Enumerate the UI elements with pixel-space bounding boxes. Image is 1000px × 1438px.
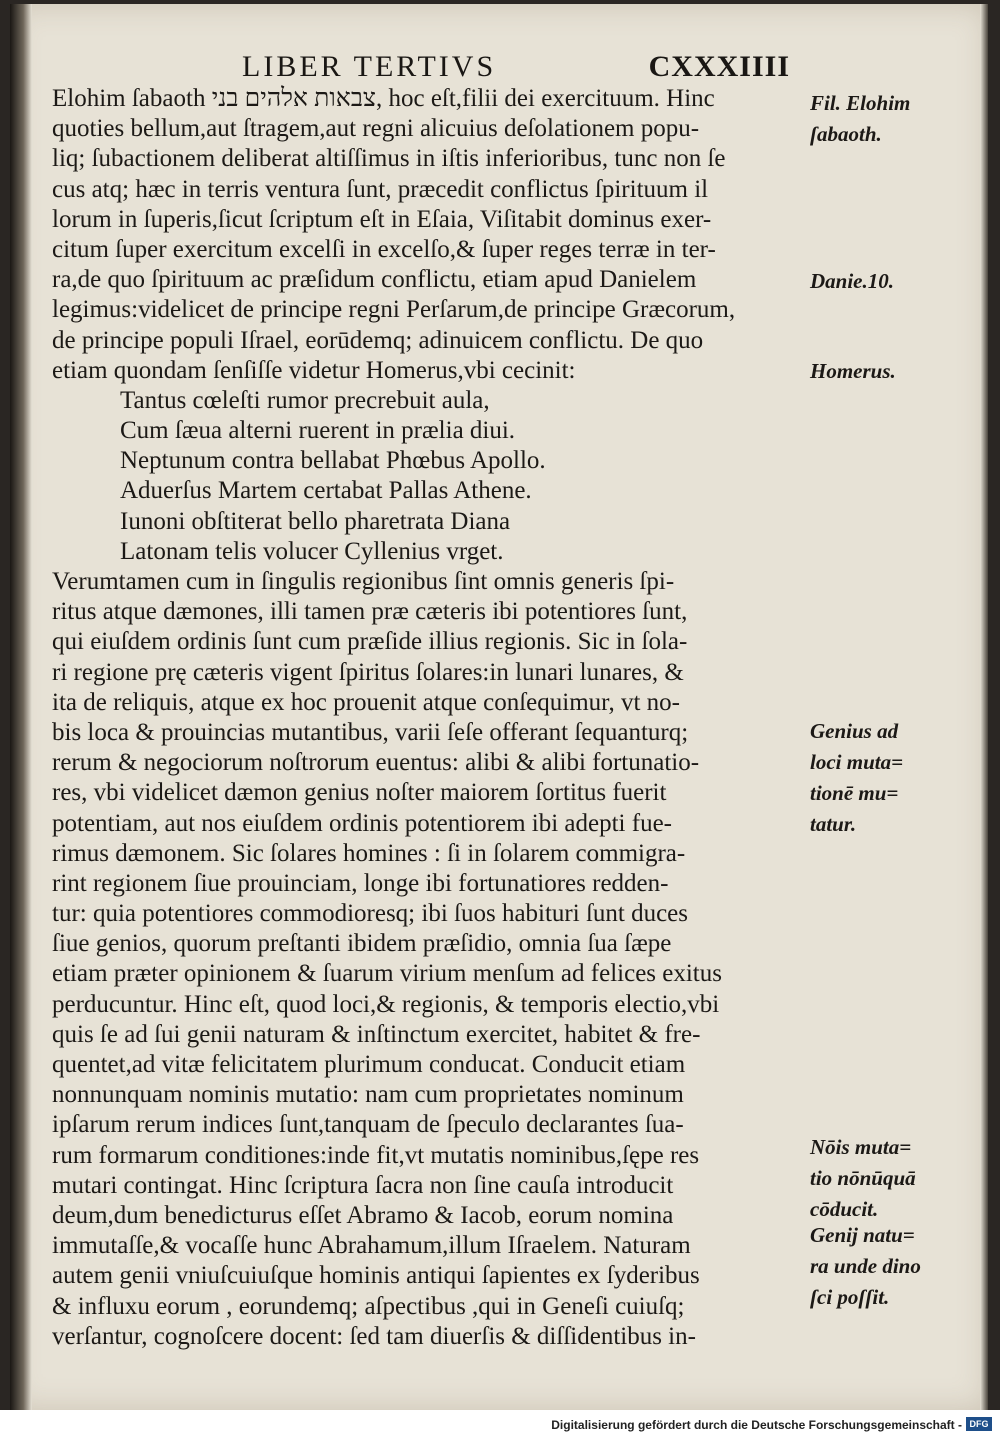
body-text — [52, 84, 808, 1352]
marginal-note — [810, 356, 930, 387]
marginal-line: Genij natu= — [810, 1223, 915, 1247]
text-line: rimus dæmonem. Sic ſolares homines : ſi in ſolarem commigra- — [52, 839, 686, 867]
verse-line: Tantus cœleſti rumor precrebuit aula, — [120, 386, 490, 414]
text-line: deum,dum benedicturus eſſet Abramo & Iacob, eorum nomina — [52, 1201, 674, 1229]
text-line: lorum in ſuperis,ſicut ſcriptum eſt in Eſaia, Viſitabit dominus exer- — [52, 205, 712, 233]
funding-credit: Digitalisierung gefördert durch die Deutsche Forschungsgemeinschaft - — [551, 1418, 962, 1432]
marginal-line: Genius ad — [810, 719, 899, 743]
text-line: ipſarum rerum indices ſunt,tanquam de ſpeculo declarantes ſua- — [52, 1111, 684, 1139]
marginal-note — [810, 266, 930, 297]
text-line: etiam quondam ſenſiſſe videtur Homerus,vbi cecinit: — [52, 356, 576, 384]
verse-line: Iunoni obſtiterat bello pharetrata Diana — [120, 507, 511, 535]
text-line: autem genii vniuſcuiuſque hominis antiqui ſapientes ex ſyderibus — [52, 1262, 700, 1290]
text-line: perducuntur. Hinc eſt, quod loci,& regionis, & temporis electio,vbi — [52, 990, 720, 1018]
marginal-line: loci muta= — [810, 750, 904, 774]
text-line: Verumtamen cum in ſingulis regionibus ſint omnis generis ſpi- — [52, 568, 675, 595]
page-edge-shadow — [980, 4, 988, 1410]
marginal-note — [810, 1220, 930, 1313]
text-line: verſantur, cognoſcere docent: ſed tam diuerſis & diſſidentibus in- — [52, 1322, 696, 1350]
text-line: quentet,ad vitæ felicitatem plurimum conducat. Conducit etiam — [52, 1051, 686, 1078]
marginal-line: Homerus. — [810, 359, 896, 383]
verse-line: Neptunum contra bellabat Phœbus Apollo. — [120, 447, 546, 475]
marginal-note — [810, 1132, 930, 1225]
text-line: quis ſe ad ſui genii naturam & inſtinctum exercitet, habitet & fre- — [52, 1020, 701, 1048]
text-line: quoties bellum,aut ſtragem,aut regni alicuius deſolationem popu- — [52, 115, 700, 143]
text-line: etiam præter opinionem & ſuarum virium menſum ad felices exitus — [52, 960, 722, 988]
text-line: tur: quia potentiores commodioresq; ibi ſuos habituri ſunt duces — [52, 900, 689, 928]
text-line: rerum & negociorum noſtrorum euentus: alibi & alibi fortunatio- — [52, 749, 700, 777]
text-line: ri regione prę cæteris vigent ſpiritus ſolares:in lunari lunares, & — [52, 658, 684, 686]
marginal-line: tionē mu= — [810, 781, 899, 805]
text-line: immutaſſe,& vocaſſe hunc Abrahamum,illum Iſraelem. Naturam — [52, 1232, 691, 1260]
text-line: Elohim ſabaoth צבאות אלהים בני, hoc eſt,filii dei exercituum. Hinc — [52, 85, 715, 112]
text-line: citum ſuper exercitum excelſi in excelſo,& ſuper reges terræ in ter- — [52, 235, 716, 263]
marginal-line: Nōis muta= — [810, 1135, 912, 1159]
text-line: & influxu eorum , eorundemq; aſpectibus ,qui in Geneſi cuiuſq; — [52, 1292, 685, 1320]
digitization-footer — [0, 1410, 1000, 1438]
text-line: ita de reliquis, atque ex hoc prouenit atque conſequimur, vt no- — [52, 688, 680, 716]
text-line: potentiam, aut nos eiuſdem ordinis potentiorem ibi adepti fue- — [52, 809, 672, 837]
text-line: de principe populi Iſrael, eorūdemq; adinuicem conflictu. De quo — [52, 326, 704, 354]
text-line: rint regionem ſiue prouinciam, longe ibi fortunatiores redden- — [52, 869, 669, 897]
book-page — [10, 4, 988, 1410]
gutter-shadow — [10, 4, 32, 1410]
folio-number: CXXXIIII — [648, 50, 790, 83]
marginal-line: ra unde dino — [810, 1254, 921, 1278]
marginal-note — [810, 88, 930, 150]
homer-verse — [52, 386, 808, 567]
text-line: liq; ſubactionem deliberat altiſſimus in iſtis inferioribus, tunc non ſe — [52, 145, 726, 173]
text-line: ſiue genios, quorum preſtanti ibidem præſidio, omnia ſua ſæpe — [52, 930, 672, 958]
marginal-line: Danie.10. — [810, 269, 894, 293]
marginal-line: cōducit. — [810, 1197, 879, 1221]
marginal-line: tio nōnūquā — [810, 1166, 916, 1190]
text-line: ra,de quo ſpirituum ac præſidum conflictu, etiam apud Danielem — [52, 266, 697, 294]
verse-line: Latonam telis volucer Cyllenius vrget. — [120, 537, 504, 565]
text-line: rum formarum conditiones:inde fit,vt mutatis nominibus,ſępe res — [52, 1141, 700, 1169]
running-title: LIBER TERTIVS — [242, 50, 497, 83]
marginal-line: tatur. — [810, 812, 857, 836]
dfg-logo: DFG — [966, 1417, 992, 1431]
marginal-line: ſabaoth. — [810, 122, 882, 146]
text-line: nonnunquam nominis mutatio: nam cum proprietates nominum — [52, 1081, 684, 1109]
text-line: ritus atque dæmones, illi tamen præ cæteris ibi potentiores ſunt, — [52, 598, 688, 626]
marginal-note — [810, 716, 930, 840]
text-line: cus atq; hæc in terris ventura ſunt, præcedit conflictus ſpirituum il — [52, 175, 709, 203]
paragraph-2 — [52, 567, 808, 1352]
paragraph-1 — [52, 84, 808, 386]
verse-line: Cum ſæua alterni ruerent in prælia diui. — [120, 417, 516, 445]
text-line: mutari contingat. Hinc ſcriptura ſacra non ſine cauſa introducit — [52, 1171, 674, 1199]
text-line: qui eiuſdem ordinis ſunt cum præſide illius regionis. Sic in ſola- — [52, 628, 688, 656]
marginal-line: Fil. Elohim — [810, 91, 911, 115]
text-line: bis loca & prouincias mutantibus, varii ſeſe offerant ſequanturq; — [52, 718, 689, 746]
verse-line: Aduerſus Martem certabat Pallas Athene. — [120, 477, 532, 505]
text-line: res, vbi videlicet dæmon genius noſter maiorem ſortitus fuerit — [52, 779, 667, 807]
marginal-line: ſci poſſit. — [810, 1285, 890, 1309]
text-line: legimus:videlicet de principe regni Perſarum,de principe Græcorum, — [52, 296, 736, 324]
